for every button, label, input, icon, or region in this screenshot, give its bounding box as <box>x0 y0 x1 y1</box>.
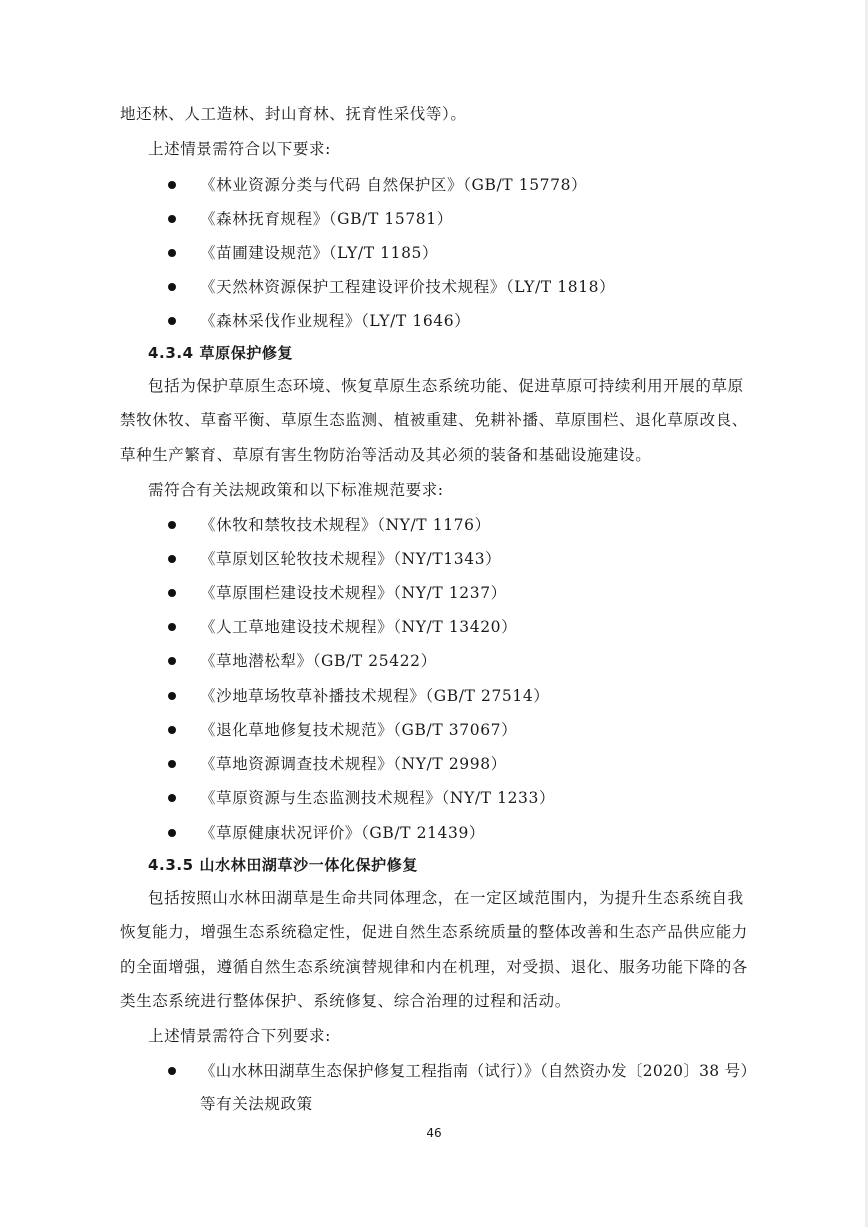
list-item: 《草地潜松犁》（GB/T 25422） <box>200 652 437 670</box>
bullet-icon <box>168 1067 176 1075</box>
bullet-icon <box>168 692 176 700</box>
bullet-icon <box>168 521 176 529</box>
paragraph-line: 禁牧休牧、草畜平衡、草原生态监测、植被重建、免耕补播、草原围栏、退化草原改良、 <box>120 411 748 429</box>
paragraph-line: 包括按照山水林田湖草是生命共同体理念，在一定区域范围内，为提升生态系统自我 <box>148 889 744 907</box>
bullet-icon <box>168 623 176 631</box>
bullet-icon <box>168 317 176 325</box>
list-item: 《草原健康状况评价》（GB/T 21439） <box>200 824 486 842</box>
list-item: 《天然林资源保护工程建设评价技术规程》（LY/T 1818） <box>200 278 616 296</box>
list-item: 《山水林田湖草生态保护修复工程指南（试行）》（自然资办发〔2020〕38 号） <box>200 1062 757 1080</box>
section-heading: 4.3.4 草原保护修复 <box>148 344 294 362</box>
paragraph-line: 草种生产繁育、草原有害生物防治等活动及其必须的装备和基础设施建设。 <box>120 446 652 464</box>
requirements-intro: 上述情景需符合以下要求: <box>148 140 331 158</box>
list-item: 《休牧和禁牧技术规程》（NY/T 1176） <box>200 516 491 534</box>
bullet-icon <box>168 181 176 189</box>
paragraph-line: 类生态系统进行整体保护、系统修复、综合治理的过程和活动。 <box>120 992 571 1010</box>
bullet-icon <box>168 555 176 563</box>
bullet-icon <box>168 249 176 257</box>
list-item: 《森林抚育规程》（GB/T 15781） <box>200 210 453 228</box>
requirements-intro: 需符合有关法规政策和以下标准规范要求: <box>148 481 444 499</box>
page-number: 46 <box>426 1126 442 1140</box>
list-item: 《草原划区轮牧技术规程》（NY/T1343） <box>200 550 502 568</box>
bullet-icon <box>168 794 176 802</box>
paragraph-line: 的全面增强，遵循自然生态系统演替规律和内在机理，对受损、退化、服务功能下降的各 <box>120 958 748 976</box>
bullet-icon <box>168 726 176 734</box>
bullet-icon <box>168 283 176 291</box>
list-item: 《草地资源调查技术规程》（NY/T 2998） <box>200 755 507 773</box>
list-item: 《森林采伐作业规程》（LY/T 1646） <box>200 312 471 330</box>
requirements-intro: 上述情景需符合下列要求: <box>148 1027 331 1045</box>
paragraph-line: 地还林、人工造林、封山育林、抚育性采伐等）。 <box>120 105 467 123</box>
list-item: 《苗圃建设规范》（LY/T 1185） <box>200 244 439 262</box>
bullet-icon <box>168 589 176 597</box>
list-item: 《人工草地建设技术规程》（NY/T 13420） <box>200 618 518 636</box>
bullet-icon <box>168 215 176 223</box>
list-item: 《退化草地修复技术规范》（GB/T 37067） <box>200 721 518 739</box>
list-item: 《林业资源分类与代码 自然保护区》（GB/T 15778） <box>200 176 588 194</box>
bullet-icon <box>168 829 176 837</box>
paragraph-line: 包括为保护草原生态环境、恢复草原生态系统功能、促进草原可持续利用开展的草原 <box>148 377 744 395</box>
bullet-icon <box>168 657 176 665</box>
list-item: 《沙地草场牧草补播技术规程》（GB/T 27514） <box>200 687 550 705</box>
bullet-icon <box>168 760 176 768</box>
paragraph-line: 恢复能力，增强生态系统稳定性，促进自然生态系统质量的整体改善和生态产品供应能力 <box>120 923 748 941</box>
list-item-continuation: 等有关法规政策 <box>200 1095 313 1113</box>
list-item: 《草原围栏建设技术规程》（NY/T 1237） <box>200 584 507 602</box>
section-heading: 4.3.5 山水林田湖草沙一体化保护修复 <box>148 856 418 874</box>
list-item: 《草原资源与生态监测技术规程》（NY/T 1233） <box>200 789 556 807</box>
